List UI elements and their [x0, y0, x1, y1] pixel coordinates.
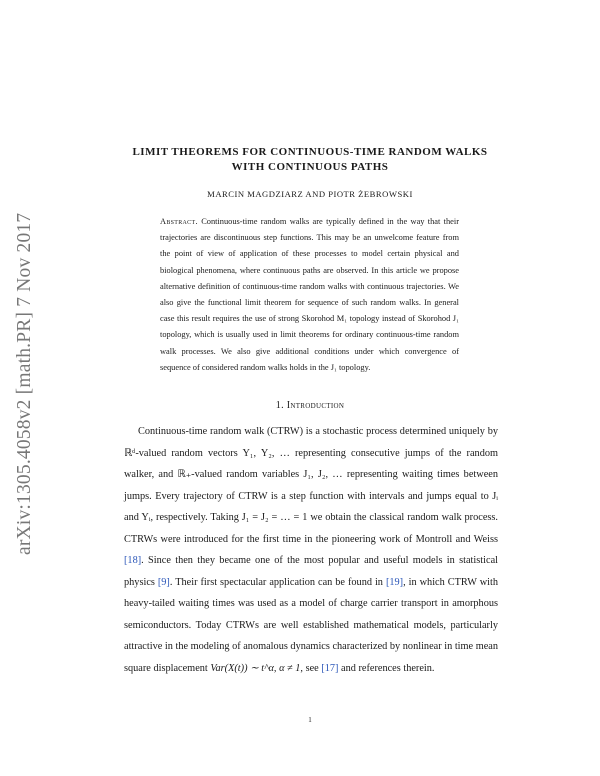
arxiv-identifier: arXiv:1305.4058v2 [math.PR] 7 Nov 2017 — [14, 212, 35, 555]
title-line-1: LIMIT THEOREMS FOR CONTINUOUS-TIME RANDOM WALKS — [132, 146, 488, 158]
abstract — [160, 214, 459, 376]
body-text-segment: . Since then they became one of the most popular and useful models in statistical physics — [124, 555, 498, 588]
citation-link[interactable]: [19] — [385, 576, 404, 588]
body-text-segment: , in which CTRW with heavy-tailed waiting times was used as a model of charge carrier transport in amorphous semiconductors. Today CTRWs are well established mathematical models, particularly attractive in the modeling of anomalous dynamics characterized by nonlinear in time mean square displacement — [124, 576, 498, 674]
abstract-label: Abstract. — [160, 217, 198, 226]
body-text-segment: and references therein. — [338, 662, 435, 674]
title-line-2: WITH CONTINUOUS PATHS — [231, 161, 389, 173]
page-number: 1 — [308, 716, 312, 724]
section-heading — [90, 400, 530, 411]
citation-link[interactable]: [18] — [124, 555, 142, 566]
paper-title — [90, 145, 530, 175]
abstract-text: Continuous-time random walks are typically defined in the way that their trajectories are discontinuous step functions. This may be an unwelcome feature from the point of view of application of these processes to model certain physical and biological phenomena, where continuous paths are observed. In this article we propose alternative definition of continuous-time random walks with continuous trajectories. We also give the functional limit theorem for sequence of such random walks. In general case this result requires the use of strong Skorohod M₁ topology instead of Skorohod J₁ topology, which is usually used in limit theorems for ordinary continuous-time random walk processes. We also give additional conditions under which convergence of sequence of considered random walks holds in the J₁ topology. — [160, 217, 460, 372]
math-expression: Var(X(t)) ∼ t^α, α ≠ 1 — [210, 662, 301, 674]
citation-link[interactable]: [17] — [321, 662, 339, 674]
introduction-paragraph — [124, 421, 498, 679]
authors: MARCIN MAGDZIARZ AND PIOTR ŻEBROWSKI — [207, 189, 413, 199]
section-title: Introduction — [286, 400, 345, 411]
body-text-segment: , see — [300, 662, 322, 674]
body-text-segment: Continuous-time random walk (CTRW) is a stochastic process determined uniquely by ℝᵈ-valued random vectors Y₁, Y₂, … representing consecutive jumps of the random walker, and ℝ₊-valued random variables J₁, J₂, … representing waiting times between jumps. Every trajectory of CTRW is a step function with intervals and jumps equal to Jᵢ and Yᵢ, respectively. Taking J₁ = J₂ = … = 1 we obtain the classical random walk process. CTRWs were introduced for the first time in the pioneering work of Montroll and Weiss — [124, 426, 498, 545]
citation-link[interactable]: [9] — [157, 576, 170, 588]
section-number: 1. — [275, 400, 284, 411]
body-text-segment: . Their first spectacular application can be found in — [169, 576, 386, 588]
